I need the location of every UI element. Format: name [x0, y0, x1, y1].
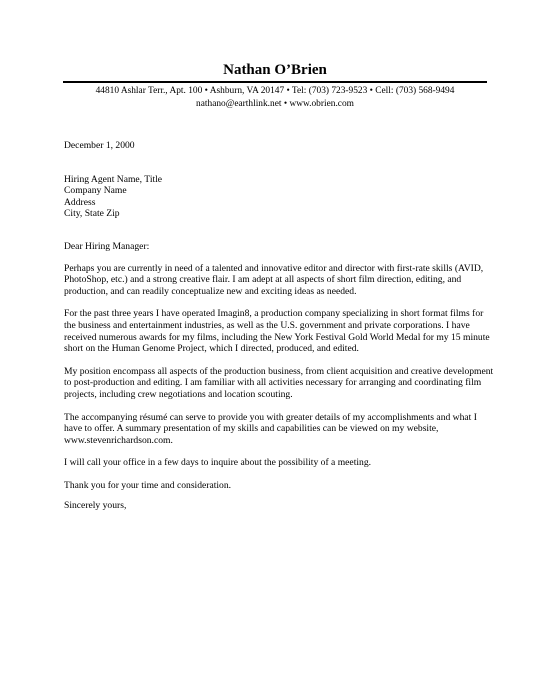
paragraph-follow-up: I will call your office in a few days to inquire about the possibility of a meeting. — [64, 457, 372, 469]
recipient-block — [64, 174, 496, 220]
recipient-city-state-zip: City, State Zip — [64, 208, 120, 220]
letter-date: December 1, 2000 — [64, 140, 135, 151]
paragraph-intro: Perhaps you are currently in need of a talented and innovative editor and director with first-rate skills (AVID, PhotoShop, etc.) and a strong creative flair. I am adept at all aspects of short film direction, editing, and production, and can readily conceptualize new and exciting ideas as needed. — [64, 262, 484, 297]
paragraph-experience: For the past three years I have operated Imagin8, a production company specializing in short format films for the business and entertainment industries, as well as the U.S. government and private corporations. I have received numerous awards for my films, including the New York Festival Gold World Medal for my 15 minute short on the Human Genome Project, which I directed, produced, and edited. — [64, 308, 490, 355]
closing: Sincerely yours, — [64, 500, 127, 512]
letterhead — [65, 62, 485, 111]
recipient-address: Address — [64, 196, 96, 208]
letter-body — [64, 140, 496, 512]
thanks-line: Thank you for your time and consideration. — [64, 479, 232, 491]
paragraph-resume: The accompanying résumé can serve to provide you with greater details of my accomplishments and what I have to offer. A summary presentation of my skills and capabilities can be viewed on my website, www.stevenrichardson.com. — [64, 411, 477, 446]
sender-web-line: nathano@earthlink.net • www.obrien.com — [196, 99, 354, 109]
recipient-name-title: Hiring Agent Name, Title — [64, 173, 163, 185]
salutation: Dear Hiring Manager: — [64, 240, 150, 252]
letterhead-divider — [63, 81, 487, 83]
sender-address-line: 44810 Ashlar Terr., Apt. 100 • Ashburn, VA 20147 • Tel: (703) 723-9523 • Cell: (703) 568-9494 — [95, 86, 455, 96]
paragraph-responsibilities: My position encompass all aspects of the production business, from client acquisition and creative development to post-production and editing. I am familiar with all activities necessary for arranging and coordinating film projects, including crew negotiations and location scouting. — [64, 365, 494, 400]
recipient-company: Company Name — [64, 185, 127, 197]
sender-name: Nathan O’Brien — [223, 62, 327, 78]
